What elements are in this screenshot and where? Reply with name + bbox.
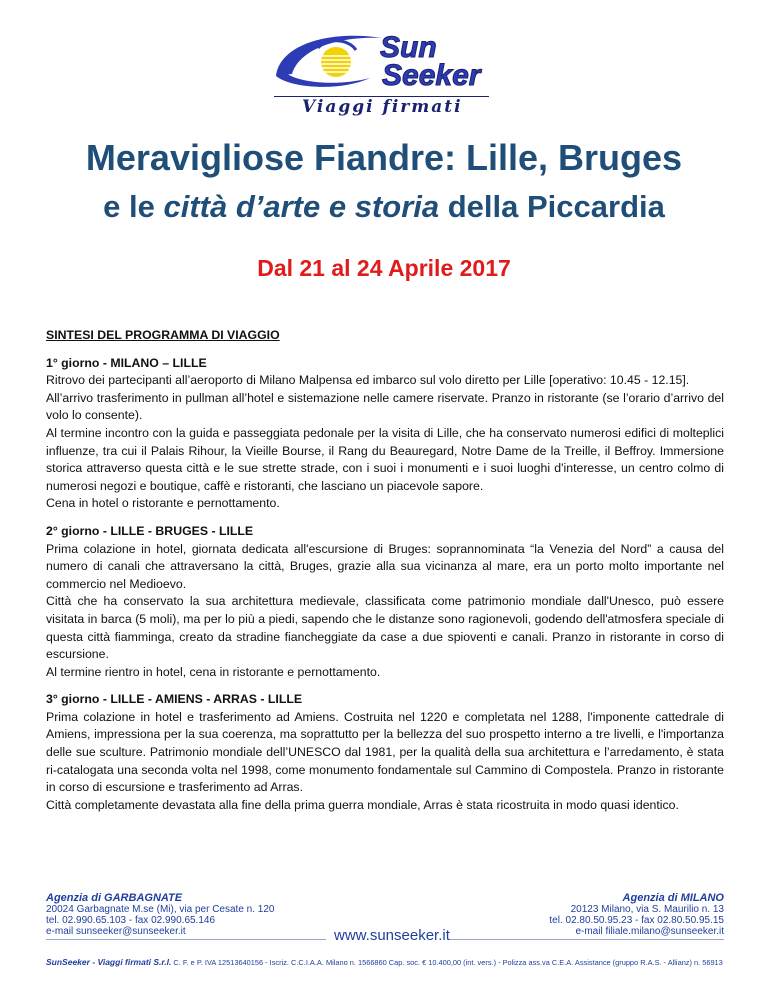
page-footer — [46, 893, 724, 983]
day-paragraph: Cena in hotel o ristorante e pernottamento. — [46, 496, 280, 511]
day-paragraph: Prima colazione in hotel, giornata dedicata all'escursione di Bruges: soprannominata “la Venezia del Nord” a causa del numero di canali che attraversano la città, Bruges, grazie alla sua vicinanza al mare, era un porto molto importante nel commercio nel Medioevo. — [46, 541, 724, 591]
subtitle-italic: città d’arte e storia — [163, 189, 440, 224]
day-paragraph: Città che ha conservato la sua architettura medievale, classificata come patrimonio mondiale dall'Unesco, può essere visitata in barca (5 moli), ma per lo più a piedi, sapendo che le distanze sono ragionevoli, godendo dell'atmosfera speciale di questa città fiamminga, creato da stradine fiancheggiate da case a due spioventi e canali. Pranzo in ristorante in corso di escursione. — [46, 594, 724, 662]
day-paragraph: Al termine incontro con la guida e passeggiata pedonale per la visita di Lille, che ha conservato numerosi edifici di molteplici influenze, tra cui il Palais Rihour, la Vieille Bourse, il Rang du Beauregard, Notre Dame de la Treille, il Beffroy. Immersione storica attraverso questa città e le sue strette strade, con i suoi i monumenti e i suoi luoghi d'interesse, un centro colmo di numerosi negozi e boutique, caffè e ristoranti, che lasciano un piacevole sapore. — [46, 425, 724, 493]
day-paragraph: All’arrivo trasferimento in pullman all’hotel e sistemazione nelle camere riservate. Pranzo in ristorante (se l’orario d’arrivo del volo lo consente). — [46, 390, 724, 423]
logo-tagline: Viaggi firmati — [302, 97, 463, 117]
day-2 — [46, 523, 724, 681]
legal-company: SunSeeker - Viaggi firmati S.r.l. — [46, 957, 172, 967]
subtitle-prefix: e le — [103, 189, 164, 224]
subtitle-suffix: della Piccardia — [439, 189, 665, 224]
agency-name: Agenzia di GARBAGNATE — [46, 892, 183, 904]
day-3 — [46, 691, 724, 814]
agency-garbagnate — [46, 893, 274, 937]
sunseeker-logo — [270, 26, 510, 121]
agency-phone: tel. 02.990.65.103 - fax 02.990.65.146 — [46, 915, 216, 926]
day-paragraph: Città completamente devastata alla fine della prima guerra mondiale, Arras è stata ricostruita in modo quasi identico. — [46, 797, 679, 812]
page-title: Meravigliose Fiandre: Lille, Bruges — [85, 137, 683, 178]
day-paragraph: Prima colazione in hotel e trasferimento ad Amiens. Costruita nel 1220 e completata nel 1288, l'imponente cattedrale di Amiens, impressiona per la sua coerenza, ma soprattutto per la bellezza del suo prospetto interno a tre livelli, e l'importanza delle sue sculture. Patrimonio mondiale dell’UNESCO dal 1981, per la qualità della sua architettura e l’arredamento, è stata ri-catalogata una seconda volta nel 1998, come monumento fondamentale sul Cammino di Compostela. Pranzo in ristorante in corso di escursione e trasferimento ad Arras. — [46, 709, 724, 795]
logo-word-sun: Sun — [380, 31, 437, 64]
day-title: 1° giorno - MILANO – LILLE — [46, 355, 207, 370]
agency-name: Agenzia di MILANO — [622, 892, 724, 904]
sun-logo-icon — [270, 26, 390, 98]
trip-dates: Dal 21 al 24 Aprile 2017 — [257, 255, 511, 281]
page-subtitle — [0, 189, 768, 225]
day-1 — [46, 355, 724, 513]
day-title: 2° giorno - LILLE - BRUGES - LILLE — [46, 523, 254, 538]
agency-email: e-mail sunseeker@sunseeker.it — [46, 926, 186, 937]
logo-word-seeker: Seeker — [382, 59, 481, 92]
agency-email: e-mail filiale.milano@sunseeker.it — [575, 926, 724, 937]
footer-divider — [450, 939, 724, 940]
legal-notice — [46, 957, 724, 967]
agency-address: 20123 Milano, via S. Maurilio n. 13 — [570, 904, 724, 915]
agency-phone: tel. 02.80.50.95.23 - fax 02.80.50.95.15 — [549, 915, 724, 926]
website-link[interactable]: www.sunseeker.it — [334, 927, 450, 944]
day-title: 3° giorno - LILLE - AMIENS - ARRAS - LILLE — [46, 692, 303, 707]
agency-address: 20024 Garbagnate M.se (Mi), via per Cesate n. 120 — [46, 904, 275, 915]
day-paragraph: Ritrovo dei partecipanti all’aeroporto di Milano Malpensa ed imbarco sul volo diretto per Lille [operativo: 10.45 - 12.15]. — [46, 373, 690, 388]
footer-divider — [46, 939, 326, 940]
day-paragraph: Al termine rientro in hotel, cena in ristorante e pernottamento. — [46, 664, 381, 679]
agency-milano — [549, 893, 724, 937]
program-heading: SINTESI DEL PROGRAMMA DI VIAGGIO — [46, 328, 280, 342]
legal-text: C. F. e P. IVA 12513640156 - Iscriz. C.C.I.A.A. Milano n. 1566860 Cap. soc. € 10.400,00 (int. vers.) - Polizza ass.va C.E.A. Assistance (gruppo R.A.S. - Allianz) n. 56913 — [173, 958, 723, 967]
program-content — [46, 327, 724, 824]
